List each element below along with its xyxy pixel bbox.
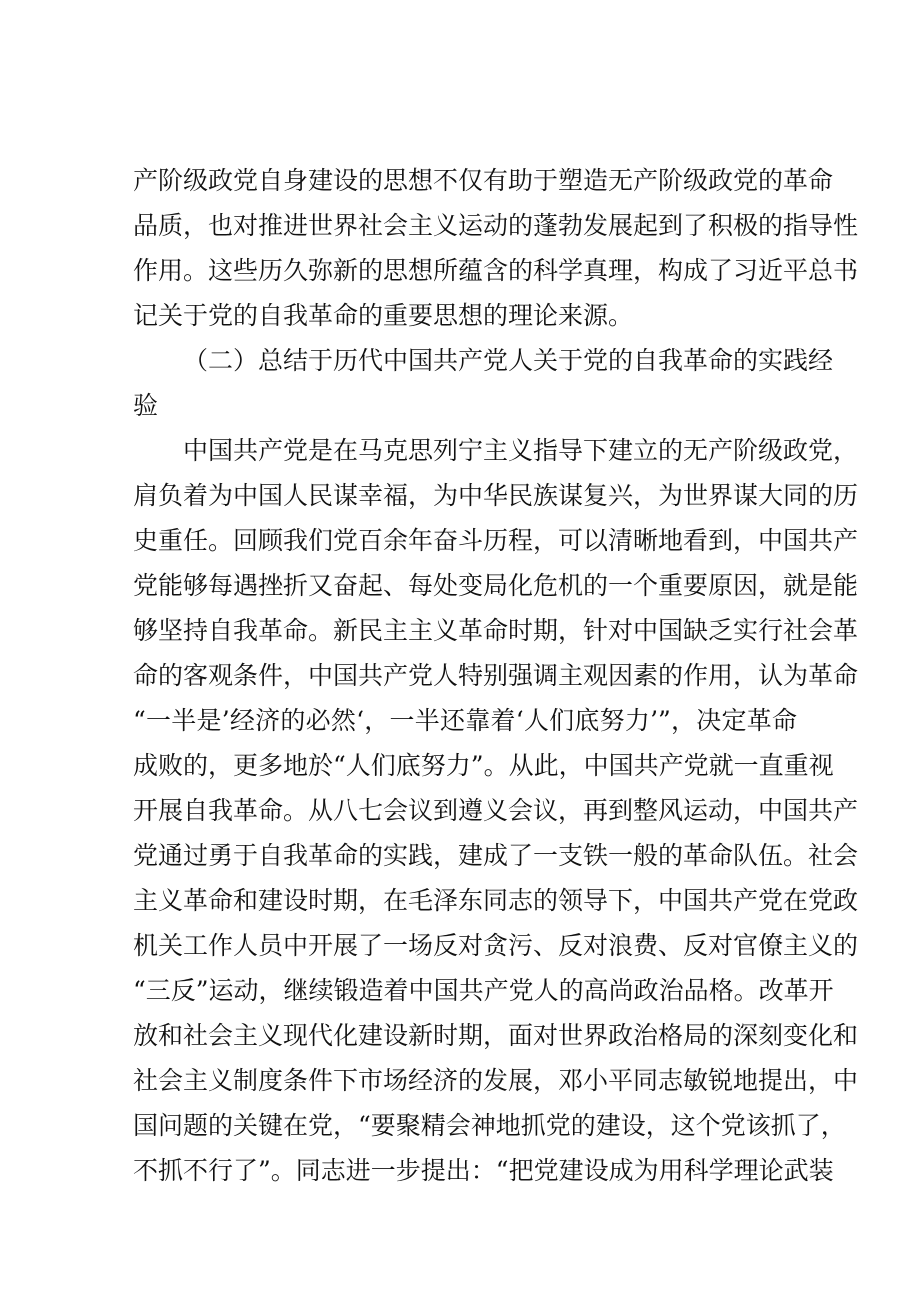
text-line: 肩负着为中国人民谋幸福，为中华民族谋复兴，为世界谋大同的历: [133, 481, 859, 510]
text-line: 机关工作人员中开展了一场反对贪污、反对浪费、反对官僚主义的: [133, 931, 859, 960]
text-line: 产阶级政党自身建设的思想不仅有助于塑造无产阶级政党的革命: [133, 166, 834, 195]
paragraph-1: [133, 158, 859, 338]
text-line: 党能够每遇挫折又奋起、每处变局化危机的一个重要原因，就是能: [133, 571, 859, 600]
heading-line: （二）总结于历代中国共产党人关于党的自我革命的实践经: [183, 346, 834, 375]
text-line: 品质，也对推进世界社会主义运动的蓬勃发展起到了积极的指导性: [133, 211, 859, 240]
text-line: “一半是’经济的必然‘，一半还靠着‘人们底努力’”，决定革命: [133, 706, 797, 735]
heading-line: 验: [133, 391, 159, 420]
paragraph-2: [133, 428, 859, 1193]
section-heading: [133, 338, 834, 428]
text-line: 不抓不行了”。同志进一步提出：“把党建设成为用科学理论武装: [133, 1156, 834, 1185]
text-line: 党通过勇于自我革命的实践，建成了一支铁一般的革命队伍。社会: [133, 841, 859, 870]
text-line: 命的客观条件，中国共产党人特别强调主观因素的作用，认为革命: [133, 661, 859, 690]
text-line: 国问题的关键在党，“要聚精会神地抓党的建设，这个党该抓了，: [133, 1111, 846, 1140]
text-line: 成败的，更多地於“人们底努力”。从此，中国共产党就一直重视: [133, 751, 834, 780]
text-line: 作用。这些历久弥新的思想所蕴含的科学真理，构成了习近平总书: [133, 256, 859, 285]
text-line: “三反”运动，继续锻造着中国共产党人的高尚政治品格。改革开: [133, 976, 834, 1005]
text-line: 够坚持自我革命。新民主主义革命时期，针对中国缺乏实行社会革: [133, 616, 859, 645]
text-line: 开展自我革命。从八七会议到遵义会议，再到整风运动，中国共产: [133, 796, 859, 825]
text-line: 社会主义制度条件下市场经济的发展，邓小平同志敏锐地提出，中: [133, 1066, 859, 1095]
text-line: 放和社会主义现代化建设新时期，面对世界政治格局的深刻变化和: [133, 1021, 859, 1050]
text-line: 史重任。回顾我们党百余年奋斗历程，可以清晰地看到，中国共产: [133, 526, 859, 555]
text-line: 中国共产党是在马克思列宁主义指导下建立的无产阶级政党，: [183, 436, 859, 465]
text-line: 主义革命和建设时期，在毛泽东同志的领导下，中国共产党在党政: [133, 886, 859, 915]
text-line: 记关于党的自我革命的重要思想的理论来源。: [133, 301, 634, 330]
